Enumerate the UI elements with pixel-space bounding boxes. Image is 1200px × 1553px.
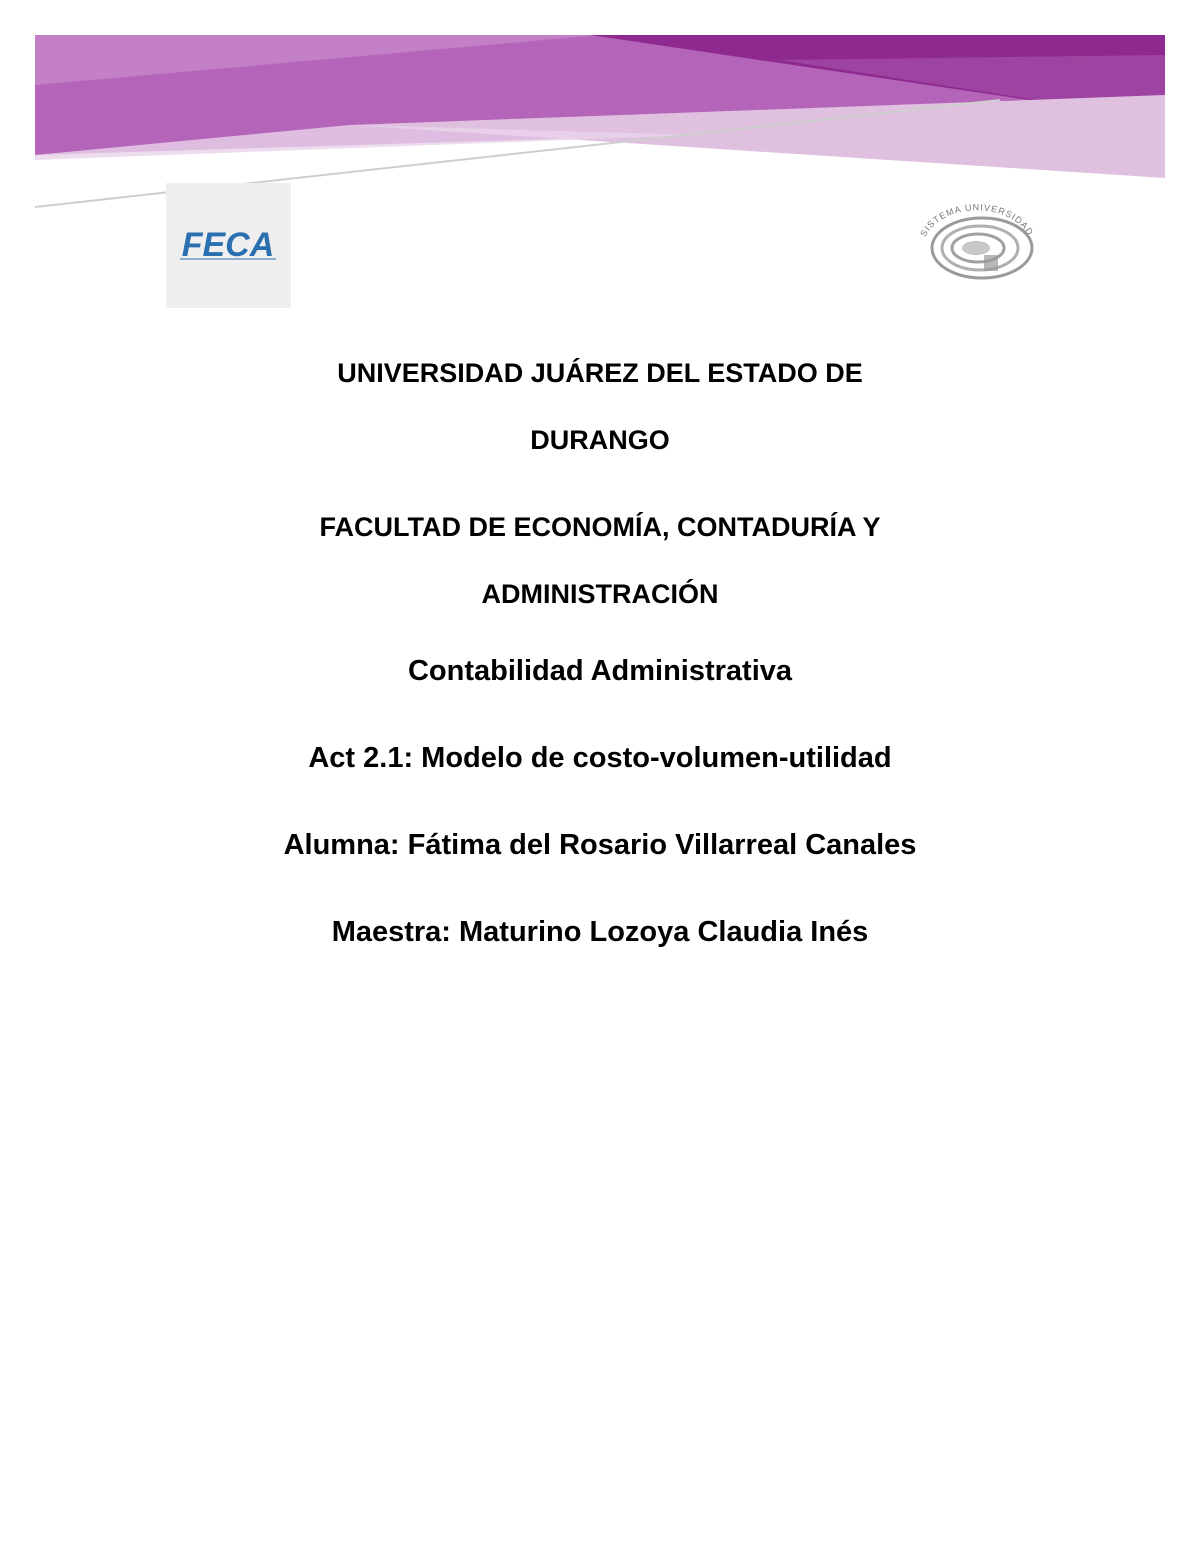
svg-text:SISTEMA UNIVERSIDAD VIRTUAL: SISTEMA UNIVERSIDAD [918,202,1036,239]
student-name: Alumna: Fátima del Rosario Villarreal Canales [283,829,917,861]
sistema-universidad-virtual-logo [914,193,1040,285]
faculty-name-line1: FACULTAD DE ECONOMÍA, CONTADURÍA Y [319,512,881,542]
faculty-name-line2: ADMINISTRACIÓN [481,579,719,609]
university-name-line2: DURANGO [530,425,670,455]
cover-title-block [200,340,1000,976]
subject-title: Contabilidad Administrativa [407,655,793,687]
feca-logo [166,183,291,308]
teacher-name: Maestra: Maturino Lozoya Claudia Inés [331,916,869,948]
feca-logo-text: FECA [181,226,275,264]
activity-title: Act 2.1: Modelo de costo-volumen-utilidad [308,742,892,774]
university-name-line1: UNIVERSIDAD JUÁREZ DEL ESTADO DE [337,358,863,388]
